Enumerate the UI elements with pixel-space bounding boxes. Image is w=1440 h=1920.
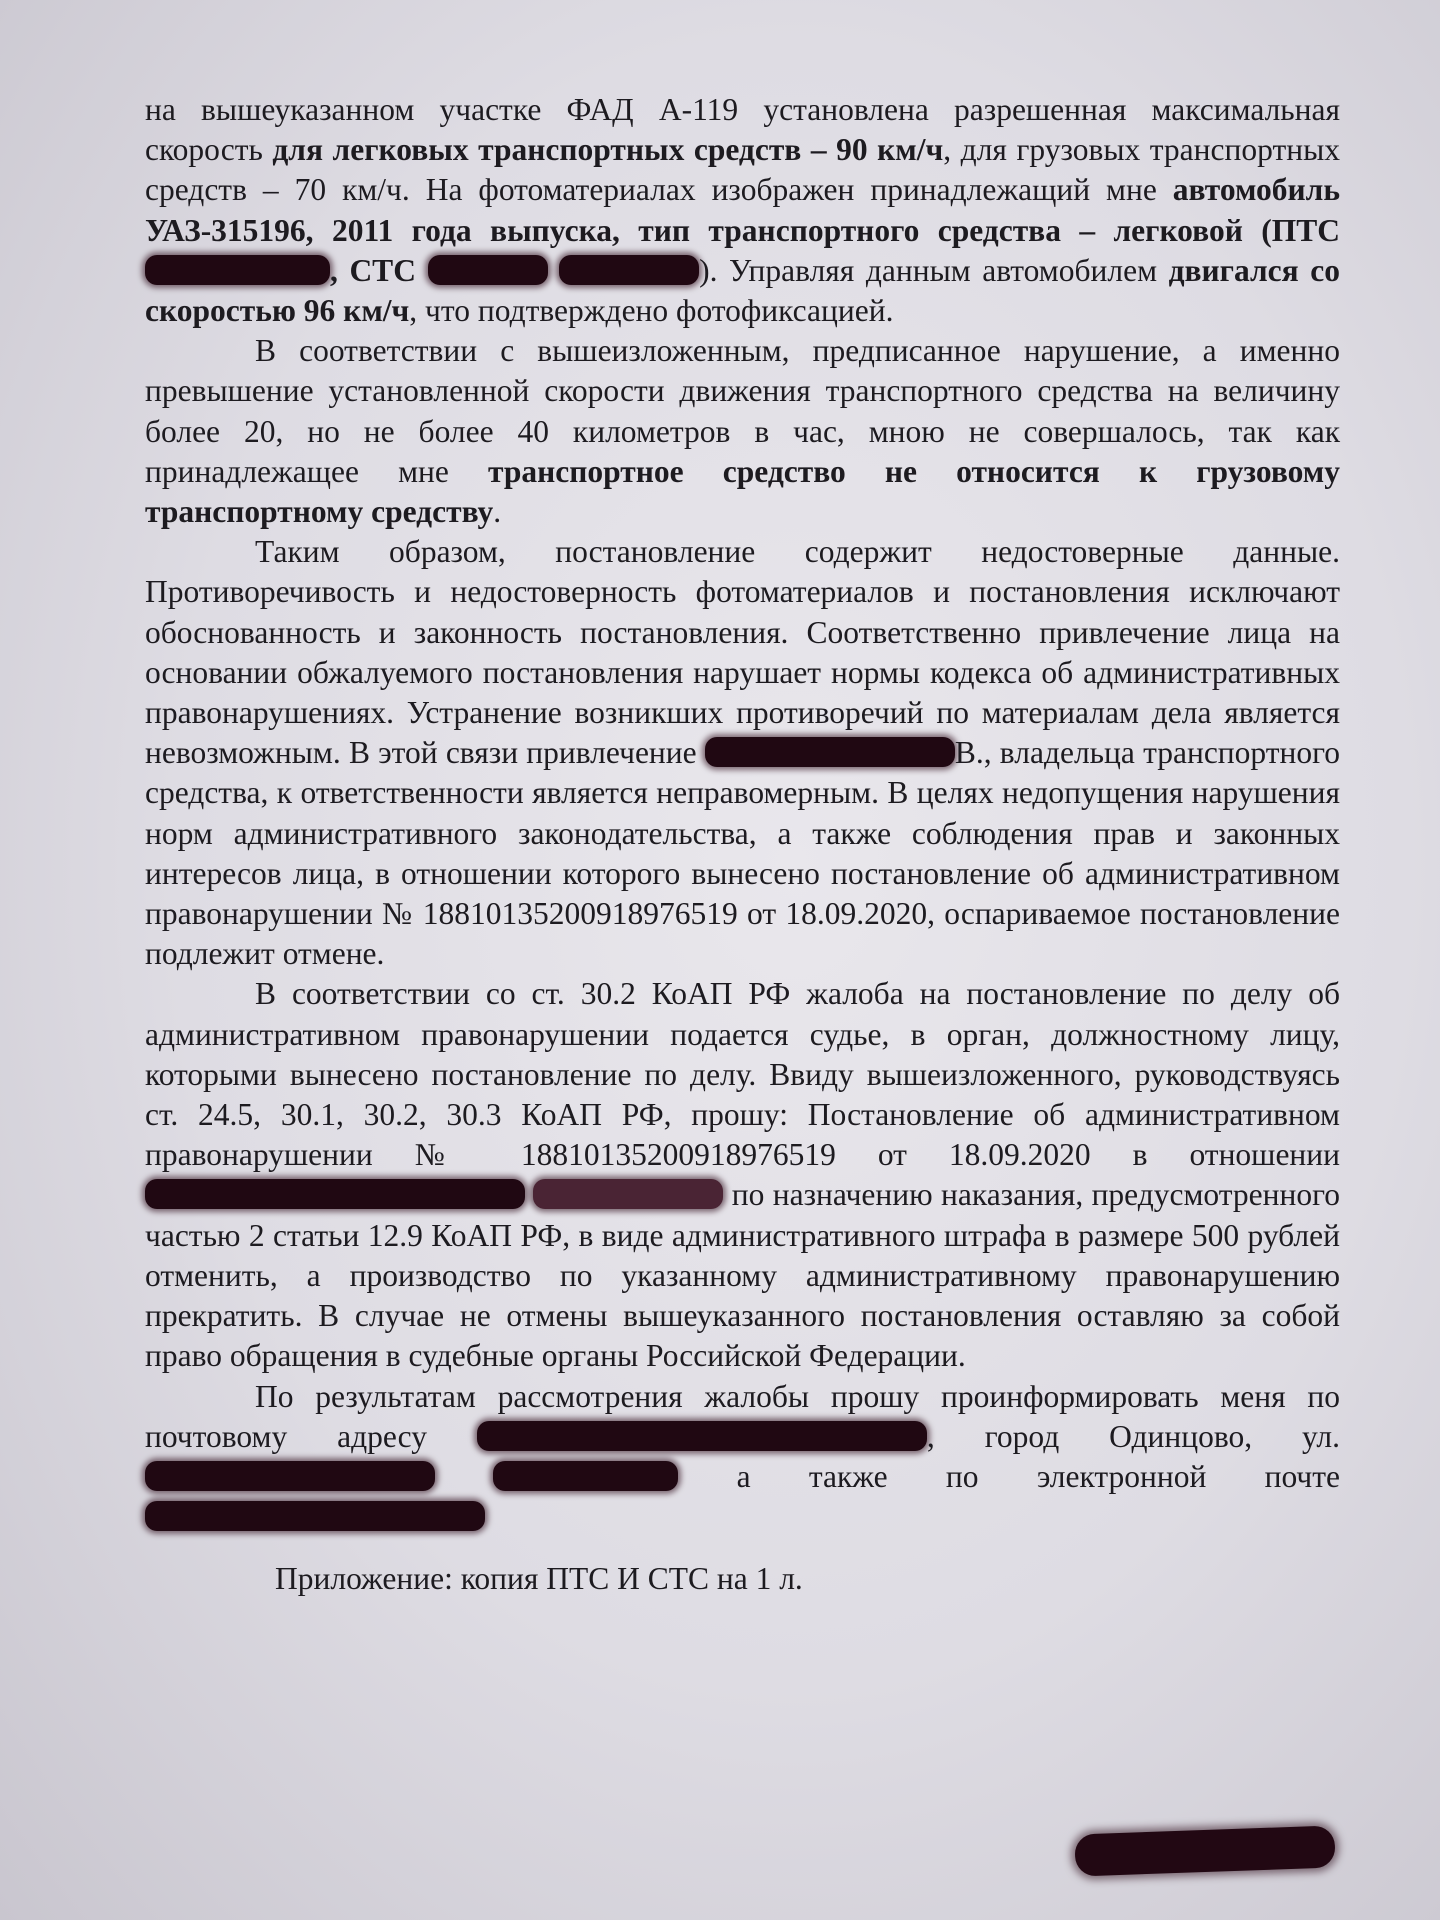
redaction-mark (705, 737, 955, 767)
paragraph-unreliable-data (145, 532, 1340, 974)
text-run: . (493, 494, 502, 530)
text-run: В соответствии с вышеизложенным, предписанное нарушение, а именно превышение установленной скорости движения транспортного средства на величину более 20, но не более 40 километров в час, мною не совершалось, так как принадлежащее мне (145, 333, 1340, 489)
paragraph-contact (145, 1377, 1340, 1538)
text-run: , для грузовых транспортных средств – 70 км/ч. На фотоматериалах изображен принадлежащий мне (145, 132, 1340, 208)
text-run: а также по электронной почте (678, 1458, 1341, 1494)
redaction-mark (477, 1421, 927, 1451)
appendix-line: Приложение: копия ПТС И СТС на 1 л. (275, 1561, 803, 1597)
text-run: ). Управляя данным автомобилем (699, 252, 1169, 288)
paragraph-no-violation (145, 331, 1340, 532)
text-run: , что подтверждено фотофиксацией. (409, 293, 894, 329)
redaction-mark (559, 255, 699, 285)
bold-text-run: транспортное средство не относится к грузовому транспортному средству (145, 453, 1340, 530)
bold-text-run: двигался со скоростью 96 км/ч (145, 252, 1340, 329)
text-run: В., владельца транспортного средства, к ответственности является неправомерным. В целях недопущения нарушения норм административного законодательства, а также соблюдения прав и законных интересов лица, в отношении которого вынесено постановление об административном правонарушении № 18810135200918976519 от 18.09.2020, оспариваемое постановление подлежит отмене. (145, 735, 1341, 972)
paragraph-request (145, 974, 1340, 1376)
bold-text-run: для легковых транспортных средств – 90 км/ч (272, 132, 944, 168)
redaction-mark (428, 255, 548, 285)
text-run: По результатам рассмотрения жалобы прошу проинформировать меня по почтовому адресу (145, 1378, 1340, 1454)
bold-text-run: автомобиль УАЗ-315196, 2011 года выпуска, тип транспортного средства – легковой (ПТС (145, 172, 1340, 248)
text-run: В соответствии со ст. 30.2 КоАП РФ жалоба на постановление по делу об административном правонарушении подается судье, в орган, должностному лицу, которыми вынесено постановление по делу. Ввиду вышеизложенного, руководствуясь ст. 24.5, 30.1, 30.2, 30.3 КоАП РФ, прошу: Постановление об административном правонарушении № 18810135200918976519 от 18.09.2020 в отношении (145, 976, 1340, 1173)
redaction-mark (145, 1179, 525, 1209)
text-run: по назначению наказания, предусмотренного частью 2 статьи 12.9 КоАП РФ, в виде административного штрафа в размере 500 рублей отменить, а производство по указанному административному правонарушению прекратить. В случае не отмены вышеуказанного постановления оставляю за собой право обращения в судебные органы Российской Федерации. (145, 1177, 1340, 1374)
redaction-mark (145, 1461, 435, 1491)
redaction-mark (493, 1461, 678, 1491)
redaction-mark (145, 255, 330, 285)
text-run: на вышеуказанном участке ФАД А-119 установлена разрешенная максимальная скорость (145, 92, 1340, 168)
bold-text-run: , СТС (330, 252, 428, 288)
redaction-mark (533, 1179, 723, 1209)
text-run: Таким образом, постановление содержит недостоверные данные. Противоречивость и недостоверность фотоматериалов и постановления исключают обоснованность и законность постановления. Соответственно привлечение лица на основании обжалуемого постановления нарушает нормы кодекса об административных правонарушениях. Устранение возникших противоречий по материалам дела является невозможным. В этой связи привлечение (145, 534, 1340, 771)
text-run: , город Одинцово, ул. (926, 1418, 1340, 1454)
redaction-mark (145, 1501, 485, 1531)
paragraph-vehicle-speed (145, 90, 1340, 331)
